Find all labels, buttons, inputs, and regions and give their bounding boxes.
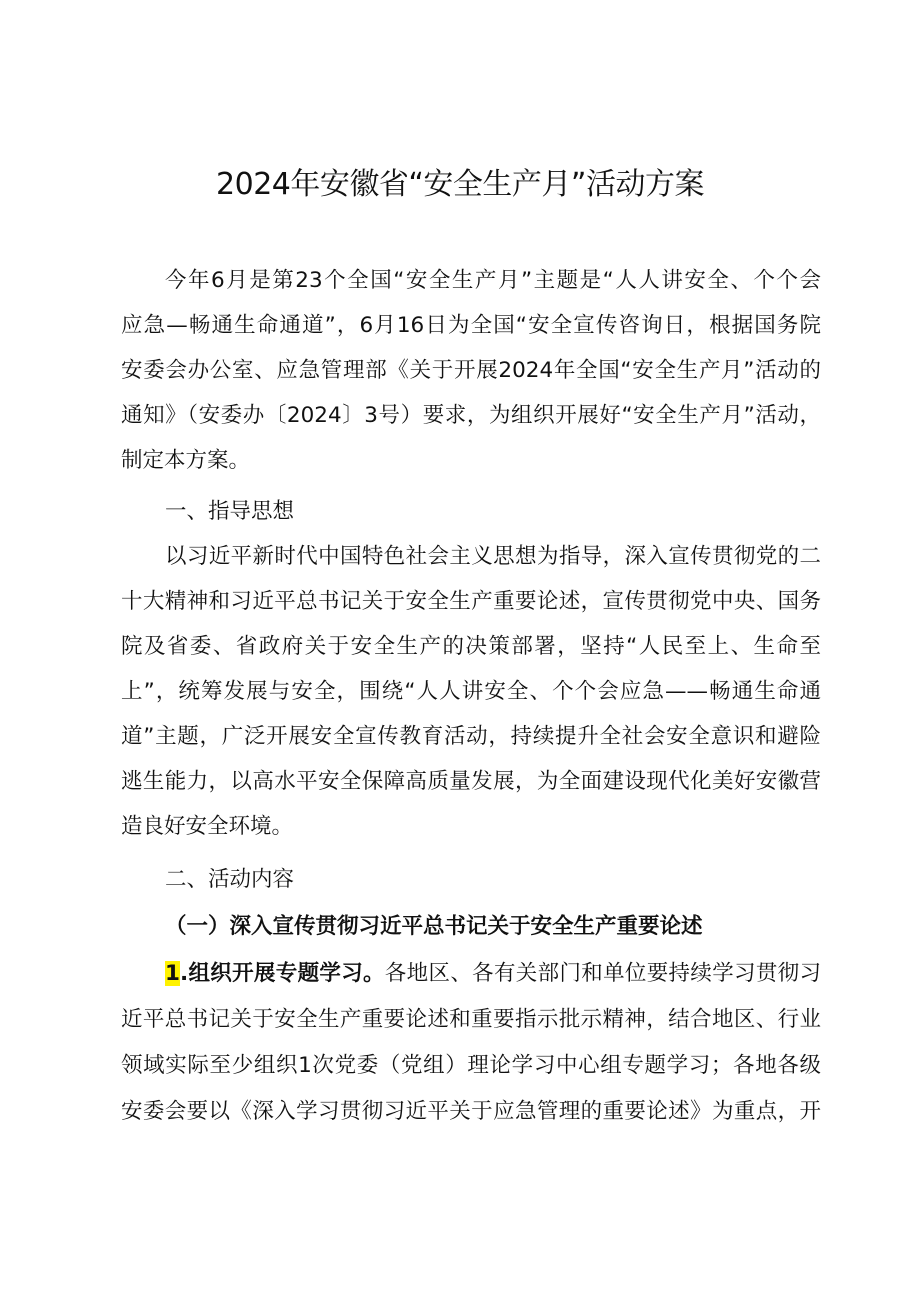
intro-line-2: 应急—畅通生命通道”，6月16日为全国“安全宣传咨询日，根据国务院 [121, 313, 821, 338]
item1-first-line [165, 955, 821, 993]
section2-subheading: （一）深入宣传贯彻习近平总书记关于安全生产重要论述 [165, 914, 703, 939]
item1-first-line-text: 各地区、各有关部门和单位要持续学习贯彻习 [384, 961, 821, 986]
section2-heading: 二、活动内容 [165, 867, 295, 892]
intro-line-5: 制定本方案。 [121, 448, 251, 473]
section1-line-2: 十大精神和习近平总书记关于安全生产重要论述，宣传贯彻党中央、国务 [121, 589, 821, 614]
document-title: 2024年安徽省“安全生产月”活动方案 [216, 167, 704, 202]
item1-number: 1 [165, 961, 180, 986]
item1-title: .组织开展专题学习。 [179, 961, 385, 986]
intro-line-3: 安委会办公室、应急管理部《关于开展2024年全国“安全生产月”活动的 [121, 358, 821, 383]
section1-line-7: 造良好安全环境。 [121, 814, 294, 839]
section1-heading: 一、指导思想 [165, 499, 295, 524]
item1-line-2: 近平总书记关于安全生产重要论述和重要指示批示精神，结合地区、行业 [121, 1007, 821, 1032]
intro-line-1: 今年6月是第23个全国“安全生产月”主题是“人人讲安全、个个会 [165, 268, 821, 293]
intro-line-4: 通知》（安委办〔2024〕3号）要求，为组织开展好“安全生产月”活动， [121, 403, 821, 428]
section1-line-3: 院及省委、省政府关于安全生产的决策部署，坚持“人民至上、生命至 [121, 634, 821, 659]
section1-line-6: 逃生能力，以高水平安全保障高质量发展，为全面建设现代化美好安徽营 [121, 769, 821, 794]
section1-line-1: 以习近平新时代中国特色社会主义思想为指导，深入宣传贯彻党的二 [165, 544, 821, 569]
item1-line-3: 领域实际至少组织1次党委（党组）理论学习中心组专题学习；各地各级 [121, 1053, 821, 1078]
section1-line-5: 道”主题，广泛开展安全宣传教育活动，持续提升全社会安全意识和避险 [121, 724, 821, 749]
item1-line-4: 安委会要以《深入学习贯彻习近平关于应急管理的重要论述》为重点，开 [121, 1099, 821, 1124]
section1-line-4: 上”，统筹发展与安全，围绕“人人讲安全、个个会应急——畅通生命通 [121, 679, 821, 704]
